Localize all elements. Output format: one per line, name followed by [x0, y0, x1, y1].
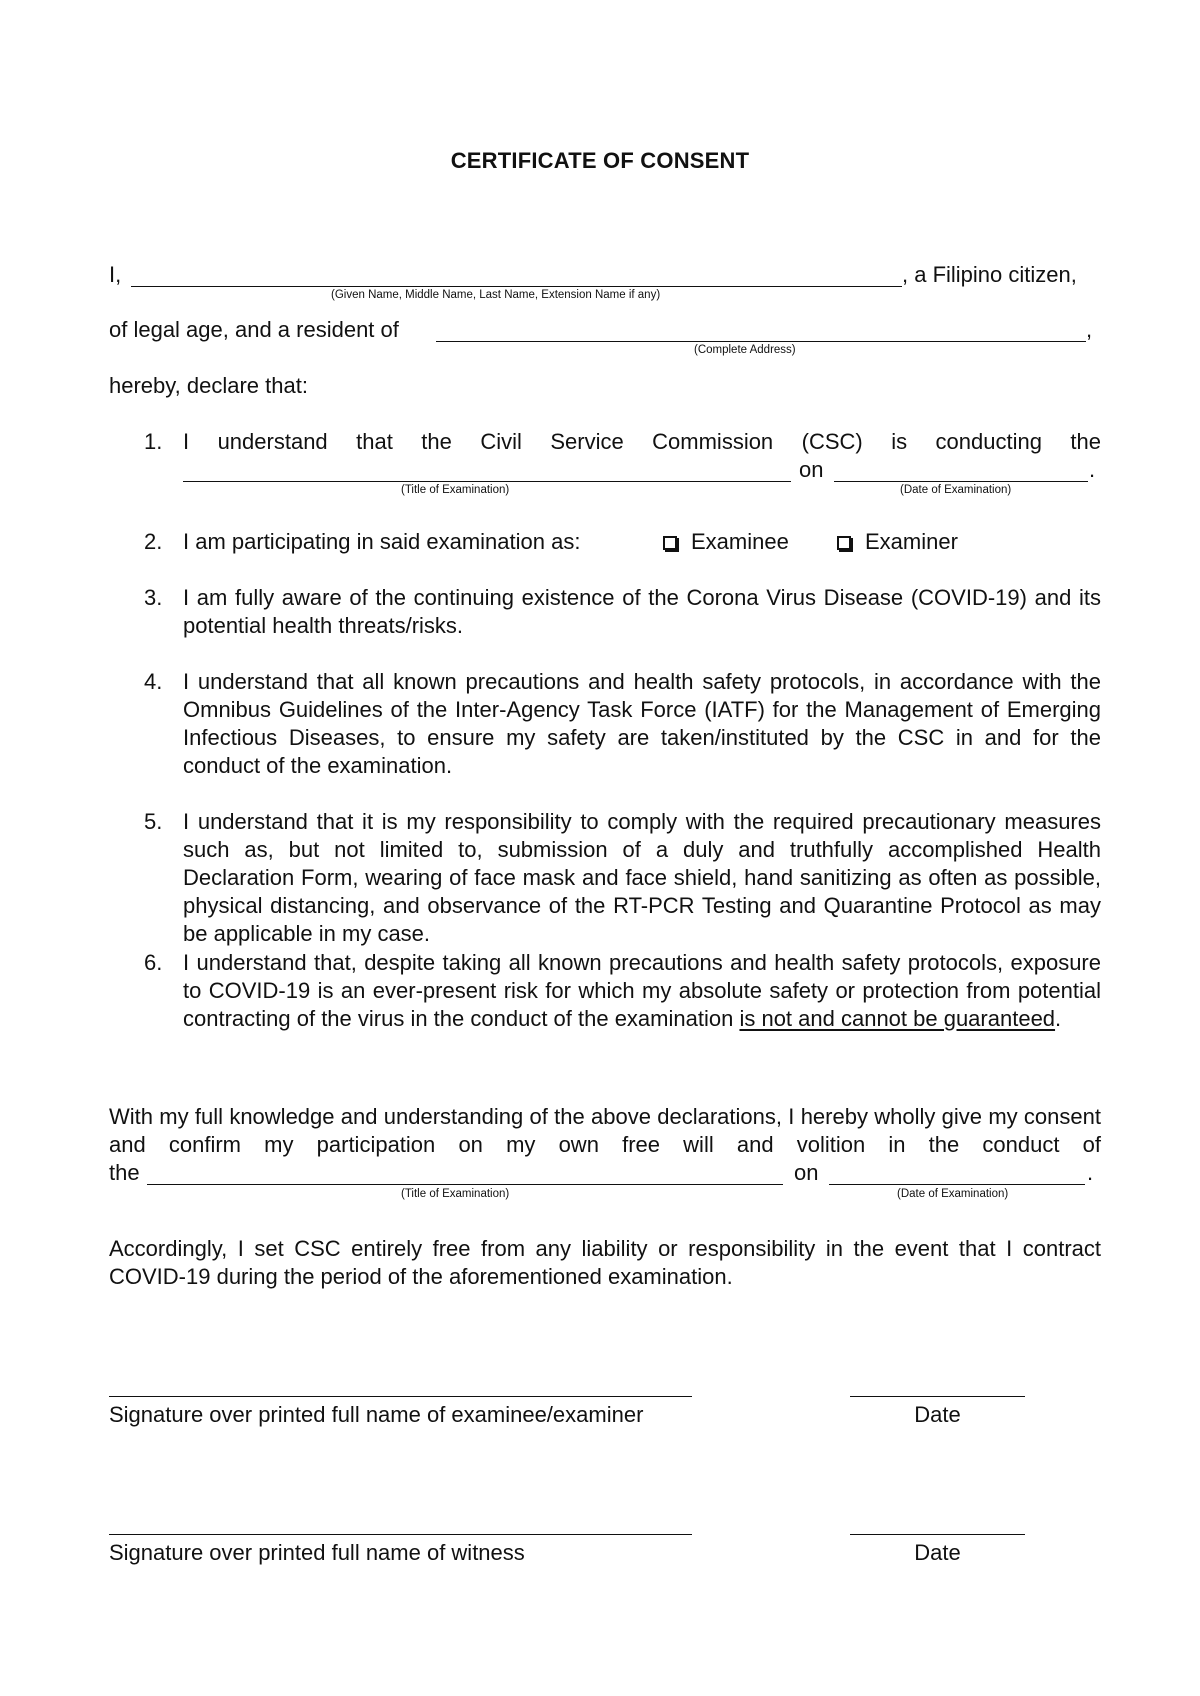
item-6-number: 6. [144, 950, 163, 975]
consent-title-caption: (Title of Examination) [401, 1188, 510, 1200]
resident-prefix: of legal age, and a resident of [109, 317, 399, 342]
consent-date-blank-line[interactable] [829, 1184, 1085, 1185]
item-3-number: 3. [144, 585, 163, 610]
i-prefix: I, [109, 262, 122, 287]
examinee-date-line[interactable] [850, 1396, 1025, 1397]
examinee-option[interactable] [663, 528, 789, 556]
item-4-text: I understand that all known precautions and health safety protocols, in accordance with the Omnibus Guidelines of the Inter-Agency Task Force (IATF) for the Management of Emerging Infectious Diseases, to ensure my safety are taken/instituted by the CSC in and for the conduct of the examination. [183, 669, 1101, 778]
declare-text: hereby, declare that: [109, 373, 308, 398]
witness-signature-label: Signature over printed full name of witness [109, 1540, 525, 1565]
name-caption: (Given Name, Middle Name, Last Name, Extension Name if any) [331, 289, 661, 301]
citizen-suffix: , a Filipino citizen, [902, 262, 1077, 287]
item-6-underlined: is not and cannot be guaranteed [739, 1006, 1056, 1031]
address-blank-line[interactable] [436, 341, 1086, 342]
consent-on: on [794, 1160, 819, 1185]
witness-date-line[interactable] [850, 1534, 1025, 1535]
exam-date-caption: (Date of Examination) [900, 484, 1012, 496]
examinee-label: Examinee [691, 529, 789, 554]
item-1-period: . [1089, 457, 1096, 482]
address-comma: , [1086, 317, 1093, 342]
item-5-number: 5. [144, 809, 163, 834]
examinee-signature-label: Signature over printed full name of examinee/examiner [109, 1402, 644, 1427]
examinee-signature-line[interactable] [109, 1396, 692, 1397]
examiner-option[interactable] [837, 528, 958, 556]
consent-date-caption: (Date of Examination) [897, 1188, 1009, 1200]
accordingly-text: Accordingly, I set CSC entirely free from any liability or responsibility in the event that I contract COVID-19 during the period of the aforementioned examination. [109, 1236, 1101, 1289]
item-1-text: I understand that the Civil Service Commission (CSC) is conducting the [183, 429, 1101, 454]
item-4-number: 4. [144, 669, 163, 694]
address-caption: (Complete Address) [694, 344, 796, 356]
item-3-text: I am fully aware of the continuing existence of the Corona Virus Disease (COVID-19) and its potential health threats/risks. [183, 585, 1101, 638]
item-2-number: 2. [144, 529, 163, 554]
witness-date-label: Date [914, 1540, 961, 1565]
item-1-on: on [799, 457, 824, 482]
examiner-label: Examiner [865, 529, 958, 554]
consent-the: the [109, 1160, 140, 1185]
examinee-checkbox[interactable] [663, 536, 677, 550]
exam-title-caption: (Title of Examination) [401, 484, 510, 496]
item-6-end: . [1055, 1006, 1062, 1031]
item-6-paragraph [183, 949, 1101, 1033]
item-5-text: I understand that it is my responsibility to comply with the required precautionary measures such as, but not limited to, submission of a duly and truthfully accomplished Health Declaration Form, wearing of face mask and face shield, hand sanitizing as often as possible, physical distancing, and observance of the RT-PCR Testing and Quarantine Protocol as may be applicable in my case. [183, 809, 1101, 946]
item-2-text: I am participating in said examination as: [183, 529, 581, 554]
consent-text: With my full knowledge and understanding of the above declarations, I hereby wholly give my consent and confirm my participation on my own free will and volition in the conduct of [109, 1104, 1101, 1157]
exam-date-blank-line[interactable] [834, 481, 1088, 482]
examiner-checkbox[interactable] [837, 536, 851, 550]
examinee-date-label: Date [914, 1402, 961, 1427]
item-1-number: 1. [144, 429, 163, 454]
consent-period: . [1087, 1160, 1094, 1185]
witness-signature-line[interactable] [109, 1534, 692, 1535]
item-6-text: I understand that, despite taking all known precautions and health safety protocols, exposure to COVID-19 is an ever-present risk for which my absolute safety or protection from potential contracting of the virus in the conduct of the examination [183, 950, 1101, 1031]
consent-title-blank-line[interactable] [147, 1184, 783, 1185]
exam-title-blank-line[interactable] [183, 481, 791, 482]
page-title: CERTIFICATE OF CONSENT [450, 148, 750, 173]
name-blank-line[interactable] [131, 286, 902, 287]
